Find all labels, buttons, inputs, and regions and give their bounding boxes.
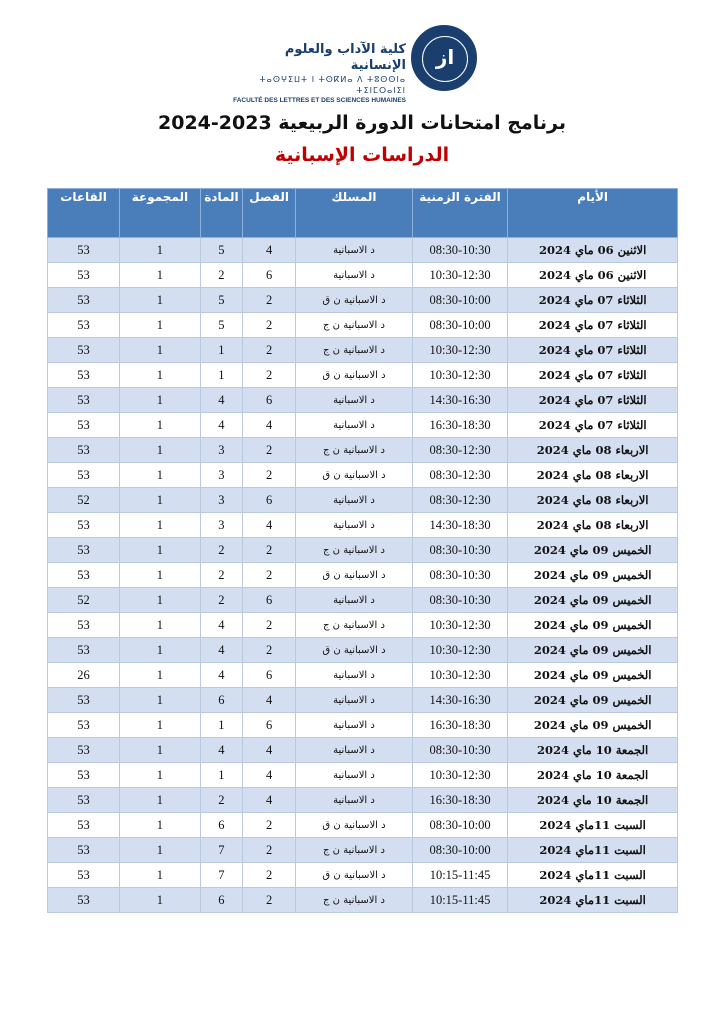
cell-time: 08:30-10:30 [412,588,507,613]
cell-day: الثلاثاء 07 ماي 2024 [508,288,678,313]
cell-track: د الاسبانية ن ج [296,438,413,463]
cell-time: 10:15-11:45 [412,863,507,888]
cell-semester: 2 [243,538,296,563]
cell-track: د الاسبانية [296,263,413,288]
cell-subject: 4 [200,738,242,763]
cell-time: 08:30-10:00 [412,288,507,313]
cell-subject: 1 [200,713,242,738]
cell-group: 1 [120,713,201,738]
cell-subject: 1 [200,363,242,388]
cell-group: 1 [120,363,201,388]
cell-day: الثلاثاء 07 ماي 2024 [508,413,678,438]
cell-subject: 1 [200,338,242,363]
cell-track: د الاسبانية ن ج [296,313,413,338]
cell-time: 08:30-12:30 [412,438,507,463]
cell-time: 10:30-12:30 [412,263,507,288]
cell-day: السبت 11ماي 2024 [508,863,678,888]
cell-group: 1 [120,663,201,688]
cell-semester: 4 [243,238,296,263]
cell-rooms: 53 [48,288,120,313]
seal-monogram-icon: ﺍﺯ [435,45,455,69]
cell-rooms: 53 [48,338,120,363]
col-header-rooms: القاعات [48,189,120,238]
cell-semester: 6 [243,713,296,738]
cell-rooms: 52 [48,588,120,613]
cell-track: د الاسبانية [296,588,413,613]
cell-rooms: 53 [48,813,120,838]
cell-subject: 7 [200,838,242,863]
cell-rooms: 53 [48,738,120,763]
cell-rooms: 53 [48,863,120,888]
cell-time: 14:30-16:30 [412,388,507,413]
cell-semester: 2 [243,888,296,913]
cell-subject: 3 [200,463,242,488]
cell-track: د الاسبانية ن ج [296,338,413,363]
cell-semester: 4 [243,763,296,788]
cell-time: 08:30-10:30 [412,538,507,563]
cell-subject: 3 [200,438,242,463]
cell-group: 1 [120,263,201,288]
table-row [48,463,678,488]
cell-subject: 4 [200,413,242,438]
cell-track: د الاسبانية [296,688,413,713]
cell-track: د الاسبانية [296,663,413,688]
cell-track: د الاسبانية ن ج [296,538,413,563]
cell-semester: 4 [243,738,296,763]
cell-time: 14:30-16:30 [412,688,507,713]
cell-day: الاربعاء 08 ماي 2024 [508,438,678,463]
cell-group: 1 [120,888,201,913]
table-row [48,438,678,463]
cell-day: الاربعاء 08 ماي 2024 [508,513,678,538]
cell-time: 08:30-10:30 [412,238,507,263]
cell-semester: 4 [243,513,296,538]
col-header-group: المجموعة [120,189,201,238]
cell-day: السبت 11ماي 2024 [508,813,678,838]
cell-subject: 1 [200,763,242,788]
cell-semester: 2 [243,838,296,863]
cell-group: 1 [120,463,201,488]
cell-day: الخميس 09 ماي 2024 [508,538,678,563]
cell-track: د الاسبانية [296,738,413,763]
cell-track: د الاسبانية [296,413,413,438]
table-row [48,288,678,313]
faculty-name-tifinagh: ⵜⴰⵙⵖⵉⵡⵜ ⵏ ⵜⵙⴽⵍⴰ ⴷ ⵜⵓⵙⵙⵏⴰ ⵜⵉⵏⵎⵔⴰⵏⵉⵏ [259,75,406,95]
cell-day: السبت 11ماي 2024 [508,838,678,863]
cell-group: 1 [120,688,201,713]
cell-rooms: 53 [48,538,120,563]
cell-time: 10:30-12:30 [412,638,507,663]
table-row [48,663,678,688]
cell-time: 16:30-18:30 [412,413,507,438]
cell-time: 10:30-12:30 [412,613,507,638]
cell-rooms: 53 [48,363,120,388]
cell-group: 1 [120,338,201,363]
table-row [48,613,678,638]
document-subtitle: الدراسات الإسبانية [274,144,450,166]
cell-day: الثلاثاء 07 ماي 2024 [508,363,678,388]
cell-subject: 3 [200,488,242,513]
cell-day: الخميس 09 ماي 2024 [508,713,678,738]
cell-time: 10:30-12:30 [412,363,507,388]
cell-semester: 2 [243,813,296,838]
cell-time: 10:30-12:30 [412,663,507,688]
cell-group: 1 [120,288,201,313]
col-header-semester: الفصل [243,189,296,238]
cell-track: د الاسبانية [296,388,413,413]
cell-rooms: 53 [48,463,120,488]
cell-day: السبت 11ماي 2024 [508,888,678,913]
cell-semester: 2 [243,563,296,588]
cell-track: د الاسبانية [296,713,413,738]
cell-group: 1 [120,838,201,863]
table-row [48,763,678,788]
cell-group: 1 [120,813,201,838]
cell-track: د الاسبانية [296,238,413,263]
cell-day: الاربعاء 08 ماي 2024 [508,463,678,488]
cell-rooms: 26 [48,663,120,688]
table-header-row [48,189,678,238]
cell-semester: 6 [243,663,296,688]
cell-day: الاثنين 06 ماي 2024 [508,238,678,263]
table-row [48,313,678,338]
table-row [48,813,678,838]
cell-time: 08:30-12:30 [412,488,507,513]
cell-time: 16:30-18:30 [412,788,507,813]
cell-day: الخميس 09 ماي 2024 [508,588,678,613]
cell-subject: 4 [200,638,242,663]
cell-track: د الاسبانية ن ق [296,363,413,388]
cell-subject: 5 [200,313,242,338]
cell-rooms: 53 [48,563,120,588]
cell-group: 1 [120,763,201,788]
table-row [48,263,678,288]
col-header-subject: المادة [200,189,242,238]
cell-semester: 2 [243,313,296,338]
cell-rooms: 53 [48,688,120,713]
cell-day: الثلاثاء 07 ماي 2024 [508,338,678,363]
col-header-period: الفترة الزمنية [412,189,507,238]
cell-track: د الاسبانية ن ق [296,813,413,838]
cell-subject: 2 [200,538,242,563]
cell-rooms: 53 [48,888,120,913]
cell-day: الثلاثاء 07 ماي 2024 [508,313,678,338]
cell-group: 1 [120,863,201,888]
table-row [48,863,678,888]
university-seal-logo [411,25,477,91]
cell-track: د الاسبانية ن ج [296,613,413,638]
cell-subject: 2 [200,263,242,288]
cell-group: 1 [120,738,201,763]
cell-rooms: 53 [48,613,120,638]
cell-group: 1 [120,613,201,638]
cell-day: الخميس 09 ماي 2024 [508,663,678,688]
cell-group: 1 [120,488,201,513]
cell-rooms: 52 [48,488,120,513]
cell-semester: 6 [243,488,296,513]
cell-group: 1 [120,513,201,538]
cell-group: 1 [120,238,201,263]
cell-group: 1 [120,588,201,613]
cell-rooms: 53 [48,238,120,263]
cell-semester: 6 [243,388,296,413]
cell-group: 1 [120,388,201,413]
cell-track: د الاسبانية [296,513,413,538]
cell-subject: 4 [200,613,242,638]
cell-time: 10:30-12:30 [412,763,507,788]
cell-subject: 2 [200,588,242,613]
cell-time: 08:30-10:00 [412,313,507,338]
cell-group: 1 [120,538,201,563]
cell-semester: 2 [243,463,296,488]
table-row [48,488,678,513]
cell-subject: 7 [200,863,242,888]
cell-rooms: 53 [48,838,120,863]
cell-semester: 4 [243,413,296,438]
cell-semester: 6 [243,588,296,613]
cell-time: 10:30-12:30 [412,338,507,363]
cell-subject: 5 [200,238,242,263]
cell-subject: 2 [200,788,242,813]
cell-day: الاربعاء 08 ماي 2024 [508,488,678,513]
table-row [48,413,678,438]
table-row [48,638,678,663]
cell-rooms: 53 [48,313,120,338]
table-row [48,513,678,538]
cell-time: 16:30-18:30 [412,713,507,738]
col-header-days: الأيام [508,189,678,238]
cell-track: د الاسبانية [296,488,413,513]
cell-subject: 6 [200,688,242,713]
cell-semester: 4 [243,688,296,713]
cell-group: 1 [120,438,201,463]
cell-group: 1 [120,413,201,438]
cell-semester: 4 [243,788,296,813]
cell-group: 1 [120,788,201,813]
cell-rooms: 53 [48,713,120,738]
cell-time: 08:30-10:00 [412,813,507,838]
cell-group: 1 [120,563,201,588]
cell-subject: 4 [200,388,242,413]
cell-rooms: 53 [48,638,120,663]
cell-time: 10:15-11:45 [412,888,507,913]
cell-semester: 2 [243,638,296,663]
cell-track: د الاسبانية ن ق [296,863,413,888]
cell-time: 08:30-10:30 [412,563,507,588]
cell-day: الخميس 09 ماي 2024 [508,638,678,663]
faculty-name-arabic: كلية الآداب والعلوم الإنسانية [284,42,406,73]
table-row [48,738,678,763]
cell-rooms: 53 [48,388,120,413]
table-row [48,538,678,563]
table-row [48,838,678,863]
table-row [48,688,678,713]
cell-day: الجمعة 10 ماي 2024 [508,738,678,763]
cell-day: الجمعة 10 ماي 2024 [508,788,678,813]
cell-rooms: 53 [48,763,120,788]
cell-track: د الاسبانية ن ق [296,638,413,663]
cell-day: الخميس 09 ماي 2024 [508,613,678,638]
table-row [48,338,678,363]
cell-track: د الاسبانية ن ج [296,838,413,863]
cell-semester: 2 [243,363,296,388]
cell-time: 08:30-12:30 [412,463,507,488]
table-row [48,788,678,813]
cell-semester: 2 [243,288,296,313]
table-row [48,563,678,588]
table-row [48,238,678,263]
cell-subject: 3 [200,513,242,538]
cell-subject: 5 [200,288,242,313]
faculty-name-block [230,42,406,105]
cell-track: د الاسبانية [296,763,413,788]
col-header-track: المسلك [296,189,413,238]
cell-rooms: 53 [48,438,120,463]
cell-semester: 2 [243,863,296,888]
document-title: برنامج امتحانات الدورة الربيعية 2023-2024 [158,112,566,134]
table-row [48,713,678,738]
table-row [48,888,678,913]
cell-group: 1 [120,638,201,663]
cell-track: د الاسبانية ن ق [296,288,413,313]
cell-semester: 6 [243,263,296,288]
cell-group: 1 [120,313,201,338]
table-row [48,363,678,388]
cell-track: د الاسبانية [296,788,413,813]
cell-subject: 6 [200,813,242,838]
cell-rooms: 53 [48,788,120,813]
faculty-name-french: FACULTÉ DES LETTRES ET DES SCIENCES HUMAINES [233,97,406,104]
cell-rooms: 53 [48,413,120,438]
cell-day: الخميس 09 ماي 2024 [508,688,678,713]
cell-semester: 2 [243,613,296,638]
cell-track: د الاسبانية ن ق [296,563,413,588]
cell-subject: 2 [200,563,242,588]
cell-subject: 6 [200,888,242,913]
cell-time: 14:30-18:30 [412,513,507,538]
cell-time: 08:30-10:30 [412,738,507,763]
cell-rooms: 53 [48,513,120,538]
cell-time: 08:30-10:00 [412,838,507,863]
table-row [48,388,678,413]
cell-subject: 4 [200,663,242,688]
cell-day: الخميس 09 ماي 2024 [508,563,678,588]
cell-day: الجمعة 10 ماي 2024 [508,763,678,788]
exam-schedule-table [47,188,678,913]
cell-track: د الاسبانية ن ق [296,463,413,488]
cell-semester: 2 [243,338,296,363]
cell-track: د الاسبانية ن ج [296,888,413,913]
cell-semester: 2 [243,438,296,463]
cell-rooms: 53 [48,263,120,288]
cell-day: الثلاثاء 07 ماي 2024 [508,388,678,413]
cell-day: الاثنين 06 ماي 2024 [508,263,678,288]
table-row [48,588,678,613]
faculty-header [230,20,480,105]
